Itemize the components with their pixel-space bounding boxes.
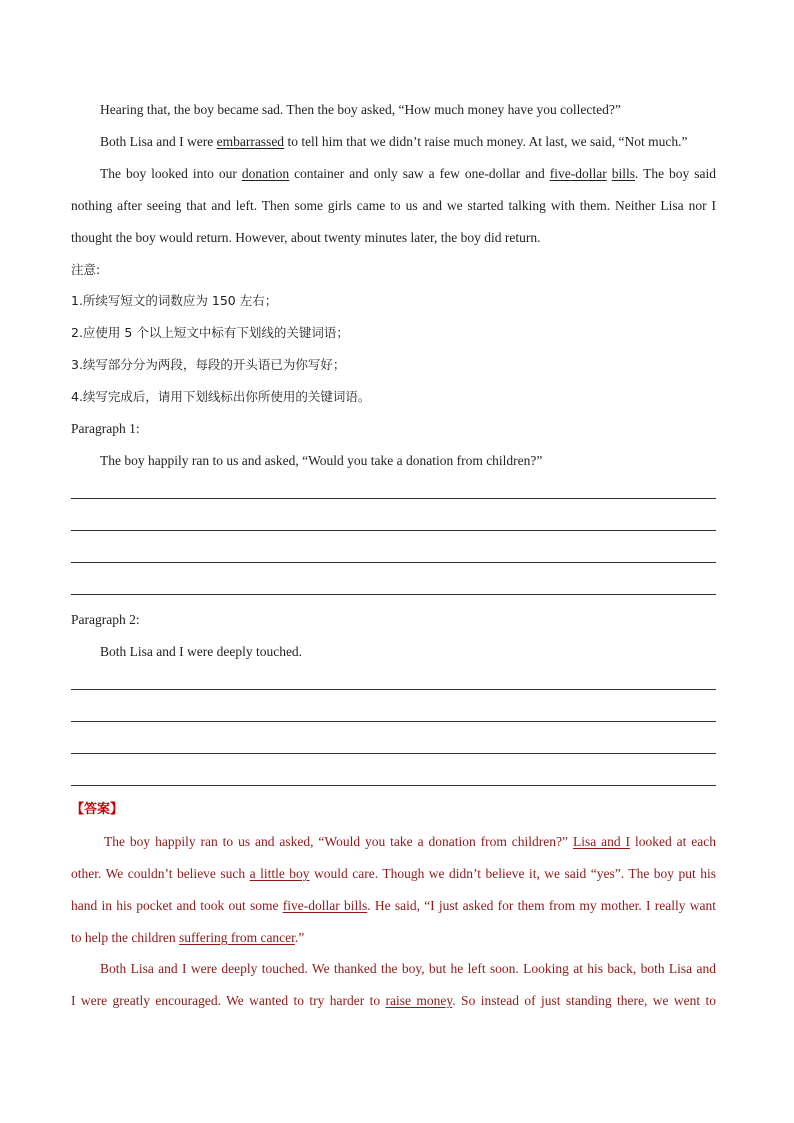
keyword-donation: donation xyxy=(241,166,290,181)
keyword-raise-money: raise money xyxy=(385,993,453,1008)
paragraph-2-label: Paragraph 2: xyxy=(71,612,140,627)
keyword-embarrassed: embarrassed xyxy=(216,134,285,149)
writing-line xyxy=(71,753,716,754)
answer-para-1-line-1: The boy happily ran to us and asked, “Would you take a donation from children?” Lisa and I looked at each xyxy=(104,834,716,849)
note-item: 1.所续写短文的词数应为 150 左右； xyxy=(71,293,278,308)
answer-para-1-line-4: to help the children suffering from cancer.” xyxy=(71,930,305,945)
keyword-bills: bills xyxy=(611,166,635,181)
writing-line xyxy=(71,562,716,563)
keyword-a-little-boy: a little boy xyxy=(249,866,310,881)
writing-line xyxy=(71,594,716,595)
note-item: 4.续写完成后，请用下划线标出你所使用的关键词语。 xyxy=(71,389,371,404)
writing-line xyxy=(71,530,716,531)
answer-para-2-line-1: Both Lisa and I were deeply touched. We thanked the boy, but he left soon. Looking at his back, both Lisa and xyxy=(100,961,716,976)
paragraph-1-label: Paragraph 1: xyxy=(71,421,140,436)
note-item: 3.续写部分分为两段，每段的开头语已为你写好； xyxy=(71,357,346,372)
answer-para-2-line-2: I were greatly encouraged. We wanted to try harder to raise money. So instead of just standing there, we went to xyxy=(71,993,716,1008)
writing-line xyxy=(71,721,716,722)
keyword-suffering-from-cancer: suffering from cancer xyxy=(178,930,295,945)
story-paragraph-1: Hearing that, the boy became sad. Then the boy asked, “How much money have you collected?” xyxy=(100,102,621,117)
notes-heading: 注意: xyxy=(71,262,101,277)
story-paragraph-2: Both Lisa and I were embarrassed to tell him that we didn’t raise much money. At last, we said, “Not much.” xyxy=(100,134,688,149)
writing-line xyxy=(71,498,716,499)
keyword-lisa-and-i: Lisa and I xyxy=(572,834,631,849)
paragraph-2-opener: Both Lisa and I were deeply touched. xyxy=(100,644,303,659)
answer-para-1-line-3: hand in his pocket and took out some five-dollar bills. He said, “I just asked for them from my mother. I really want xyxy=(71,898,716,913)
paragraph-1-opener: The boy happily ran to us and asked, “Would you take a donation from children?” xyxy=(100,453,543,468)
writing-line xyxy=(71,689,716,690)
writing-line xyxy=(71,785,716,786)
note-item: 2.应使用 5 个以上短文中标有下划线的关键词语； xyxy=(71,325,349,340)
keyword-five-dollar-bills: five-dollar bills xyxy=(282,898,368,913)
answer-para-1-line-2: other. We couldn’t believe such a little boy would care. Though we didn’t believe it, we said “yes”. The boy put his xyxy=(71,866,716,881)
story-paragraph-3-line-2: nothing after seeing that and left. Then some girls came to us and we started talking with them. Neither Lisa nor I xyxy=(71,198,716,213)
answer-tag: 【答案】 xyxy=(71,802,124,817)
story-paragraph-3-line-1: The boy looked into our donation container and only saw a few one-dollar and five-dollar bills. The boy said xyxy=(100,166,717,181)
keyword-five-dollar: five-dollar xyxy=(549,166,607,181)
story-paragraph-3-line-3: thought the boy would return. However, about twenty minutes later, the boy did return. xyxy=(71,230,541,245)
